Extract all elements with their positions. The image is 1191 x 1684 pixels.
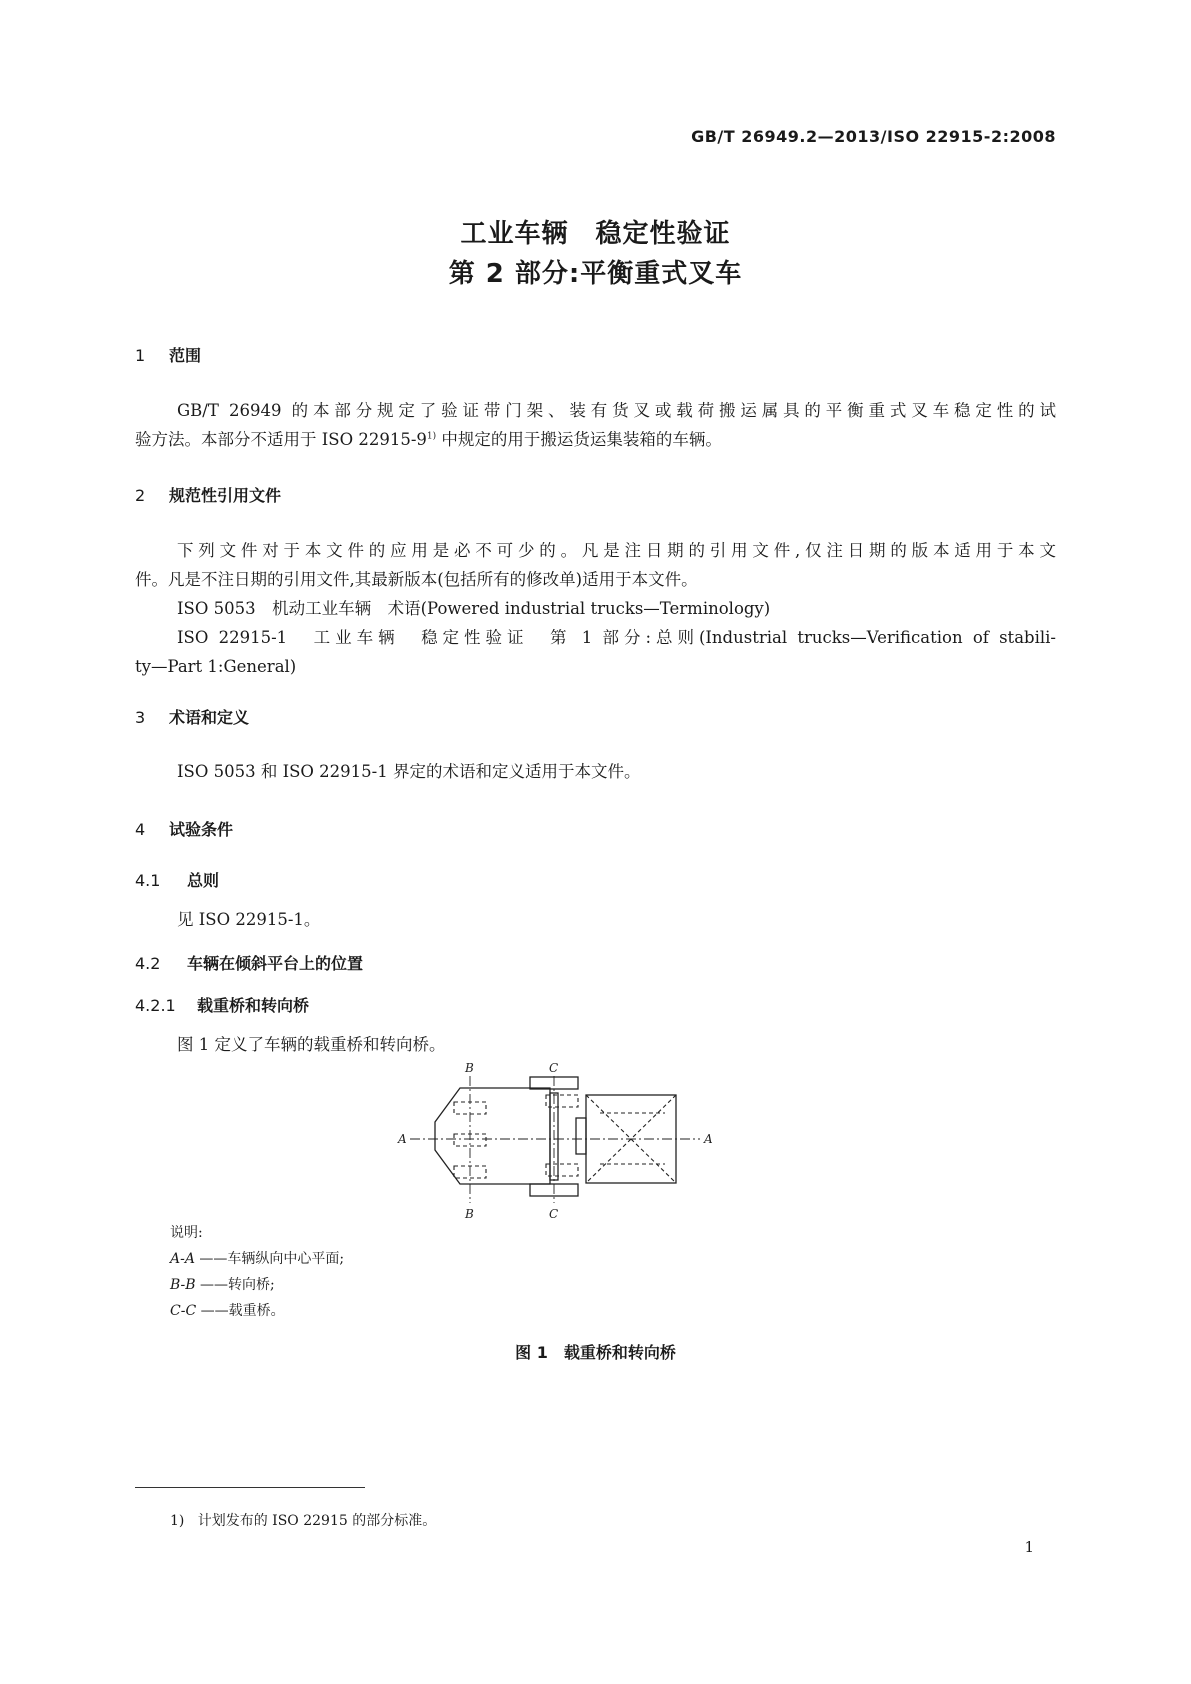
label-a-left: A [398, 1132, 407, 1146]
text-run: 验方法。本部分不适用于 ISO 22915-9 [135, 430, 427, 449]
section-4-1-heading [135, 868, 219, 891]
section-number: 4 [135, 820, 146, 839]
legend-item [170, 1272, 344, 1298]
paragraph-line: ISO 5053 和 ISO 22915-1 界定的术语和定义适用于本文件。 [177, 762, 641, 781]
footnote [170, 1510, 436, 1530]
legend-item [170, 1298, 344, 1324]
legend-key: C-C [170, 1303, 197, 1319]
footnote-ref: 1) [426, 431, 437, 442]
label-c-top: C [549, 1061, 559, 1075]
section-4-2-heading [135, 951, 363, 974]
section-number: 3 [135, 708, 146, 727]
section-title: 车辆在倾斜平台上的位置 [187, 954, 364, 973]
section-3-paragraph [135, 757, 1056, 786]
reference-iso-22915-1-cont: ty—Part 1:General) [135, 657, 297, 676]
section-4-heading [135, 817, 233, 840]
paragraph-line: 见 ISO 22915-1。 [177, 910, 321, 929]
paragraph-line [135, 425, 1056, 454]
legend-key: B-B [170, 1277, 196, 1293]
page-number: 1 [1024, 1538, 1034, 1556]
label-c-bottom: C [549, 1207, 559, 1221]
section-title: 载重桥和转向桥 [197, 996, 310, 1015]
section-number: 4.2 [135, 954, 161, 973]
footnote-divider [135, 1487, 365, 1488]
legend-text: ——载重桥。 [200, 1303, 285, 1319]
figure-legend [170, 1220, 344, 1324]
section-title: 范围 [169, 346, 202, 365]
footnote-mark: 1) [170, 1513, 185, 1529]
section-1-heading [135, 343, 201, 366]
section-number: 4.1 [135, 871, 161, 890]
label-b-top: B [465, 1061, 474, 1075]
legend-text: ——转向桥; [200, 1277, 275, 1293]
document-title-line1: 工业车辆 稳定性验证 [460, 219, 731, 249]
document-title-line2: 第 2 部分:平衡重式叉车 [448, 259, 743, 289]
standard-number: GB/T 26949.2—2013/ISO 22915-2:2008 [691, 127, 1056, 146]
reference-iso-22915-1: ISO 22915-1 工业车辆 稳定性验证 第 1 部分:总则(Industrial trucks—Verification of stabili- [177, 628, 1056, 647]
legend-text: ——车辆纵向中心平面; [199, 1251, 345, 1267]
legend-title: 说明: [170, 1225, 203, 1241]
text-run: 中规定的用于搬运货运集装箱的车辆。 [436, 430, 722, 449]
footnote-text: 计划发布的 ISO 22915 的部分标准。 [197, 1513, 437, 1529]
section-1-paragraph [135, 396, 1056, 454]
section-4-2-1-heading [135, 993, 309, 1016]
section-3-heading [135, 705, 249, 728]
section-title: 试验条件 [169, 820, 234, 839]
section-title: 总则 [187, 871, 220, 890]
legend-item [170, 1246, 344, 1272]
paragraph-line: GB/T 26949 的本部分规定了验证带门架、装有货叉或载荷搬运属具的平衡重式叉车稳定性的试 [177, 401, 1056, 420]
label-b-bottom: B [465, 1207, 474, 1221]
section-number: 1 [135, 346, 146, 365]
figure-caption: 图 1 载重桥和转向桥 [515, 1343, 676, 1362]
section-2-heading [135, 483, 281, 506]
paragraph-line: 件。凡是不注日期的引用文件,其最新版本(包括所有的修改单)适用于本文件。 [135, 570, 698, 589]
section-4-1-paragraph [135, 905, 1056, 934]
figure-1-axle-diagram [390, 1058, 770, 1228]
truck-body [435, 1088, 550, 1184]
reference-iso-5053: ISO 5053 机动工业车辆 术语(Powered industrial trucks—Terminology) [177, 599, 771, 618]
section-title: 术语和定义 [169, 708, 250, 727]
paragraph-line: 图 1 定义了车辆的载重桥和转向桥。 [177, 1035, 446, 1054]
paragraph-line: 下列文件对于本文件的应用是必不可少的。凡是注日期的引用文件,仅注日期的版本适用于本文 [177, 541, 1056, 560]
section-4-2-1-paragraph [135, 1030, 1056, 1059]
section-title: 规范性引用文件 [169, 486, 282, 505]
section-2-paragraph [135, 536, 1056, 681]
label-a-right: A [704, 1132, 713, 1146]
legend-key: A-A [170, 1251, 195, 1267]
section-number: 2 [135, 486, 146, 505]
section-number: 4.2.1 [135, 996, 176, 1015]
